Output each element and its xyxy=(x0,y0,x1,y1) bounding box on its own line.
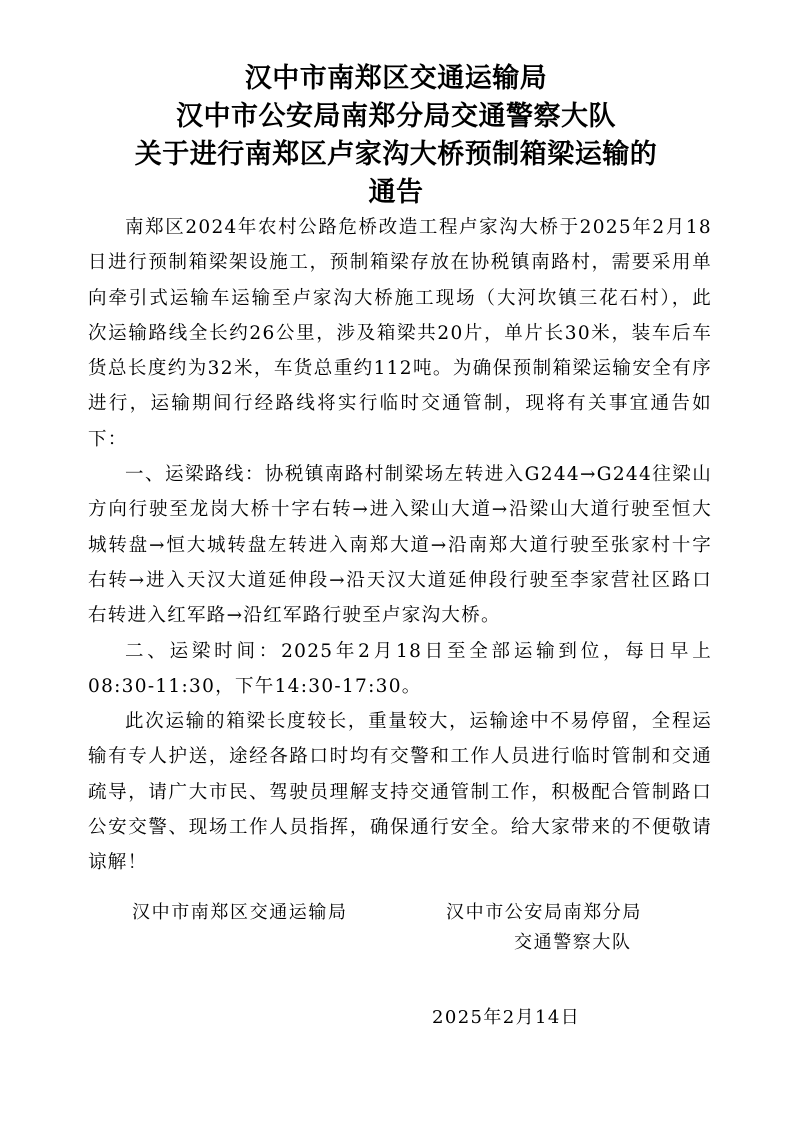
notice-date: 2025年2月14日 xyxy=(432,1007,581,1028)
signature-transport-bureau: 汉中市南郑区交通运输局 xyxy=(132,902,348,923)
title-line-notice: 通告 xyxy=(368,177,424,208)
title-line-subject: 关于进行南郑区卢家沟大桥预制箱梁运输的 xyxy=(134,139,658,170)
paragraph-intro: 南郑区2024年农村公路危桥改造工程卢家沟大桥于2025年2月18日进行预制箱梁架设施工，预制箱梁存放在协税镇南路村，需要采用单向牵引式运输车运输至卢家沟大桥施工现场（大河坎镇三花石村），此次运输路线全长约26公里，涉及箱梁共20片，单片长30米，装车后车货总长度约为32米，车货总重约112吨。为确保预制箱梁运输安全有序进行，运输期间行经路线将实行临时交通管制，现将有关事宜通告如下： xyxy=(88,217,712,450)
notice-body xyxy=(88,210,712,881)
title-line-issuer-1: 汉中市南郑区交通运输局 xyxy=(244,63,548,94)
paragraph-closing: 此次运输的箱梁长度较长，重量较大，运输途中不易停留，全程运输有专人护送，途经各路口时均有交警和工作人员进行临时管制和交通疏导，请广大市民、驾驶员理解支持交通管制工作，积极配合管制路口公安交警、现场工作人员指挥，确保通行安全。给大家带来的不便敬请谅解！ xyxy=(88,711,712,874)
paragraph-time: 二、运梁时间：2025年2月18日至全部运输到位，每日早上08:30-11:30，下午14:30-17:30。 xyxy=(88,640,712,697)
signature-police-line-1: 汉中市公安局南郑分局 xyxy=(446,902,642,923)
title-line-issuer-2: 汉中市公安局南郑分局交通警察大队 xyxy=(176,101,616,132)
paragraph-route: 一、运梁路线：协税镇南路村制梁场左转进入G244→G244往梁山方向行驶至龙岗大桥十字右转→进入梁山大道→沿梁山大道行驶至恒大城转盘→恒大城转盘左转进入南郑大道→沿南郑大道行驶至张家村十字右转→进入天汉大道延伸段→沿天汉大道延伸段行驶至李家营社区路口右转进入红军路→沿红军路行驶至卢家沟大桥。 xyxy=(88,464,712,627)
notice-title xyxy=(0,60,792,212)
signature-police-line-2: 交通警察大队 xyxy=(514,932,632,953)
signature-traffic-police xyxy=(446,898,676,958)
